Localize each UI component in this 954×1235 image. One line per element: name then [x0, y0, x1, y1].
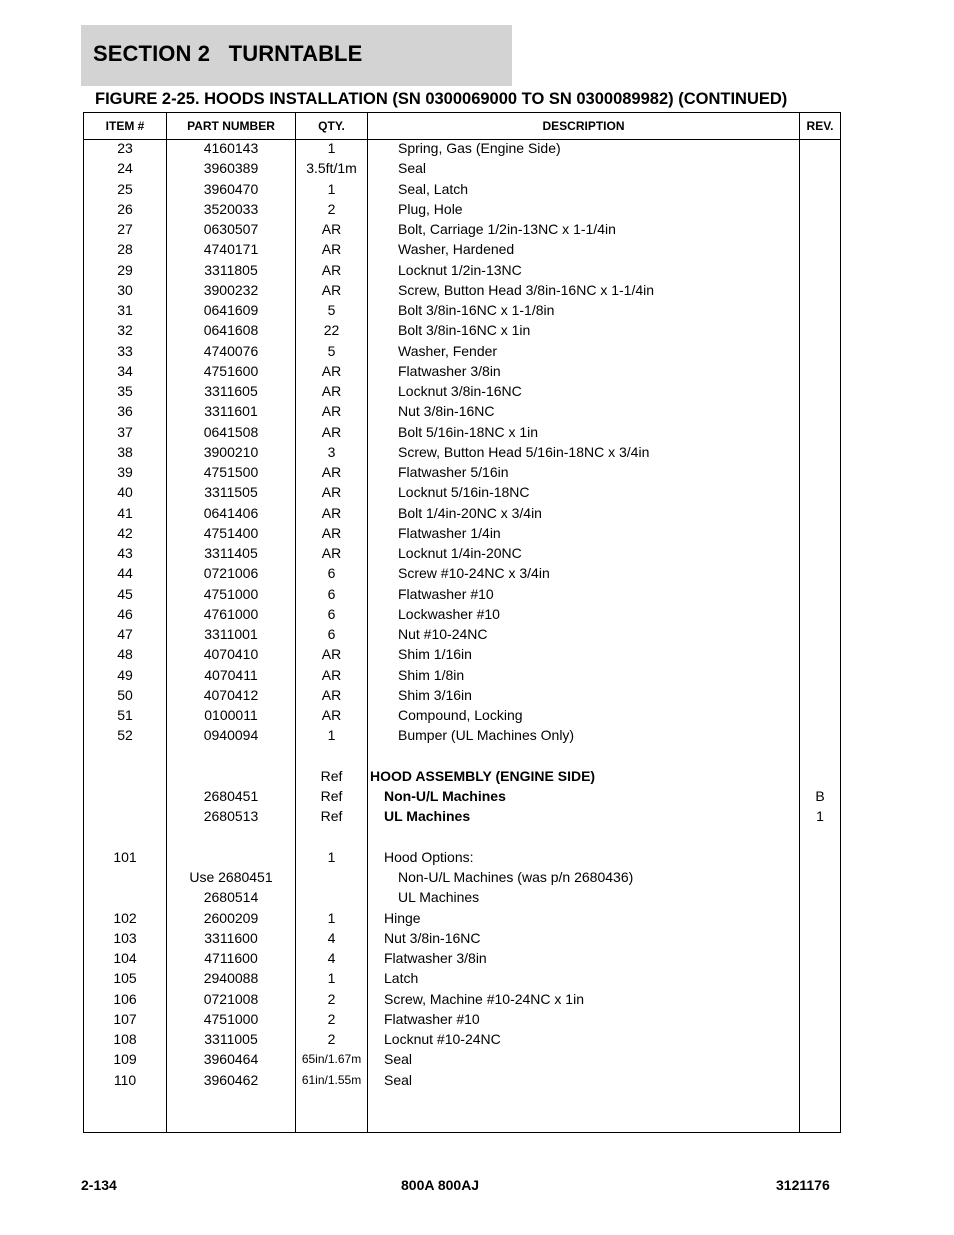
description: Bolt, Carriage 1/2in-13NC x 1-1/4in: [398, 221, 616, 237]
item-number: 30: [117, 281, 133, 298]
quantity: AR: [321, 545, 342, 561]
table-row: [84, 665, 840, 685]
quantity: Ref: [320, 788, 343, 804]
description: Locknut 3/8in-16NC: [398, 383, 522, 399]
quantity: 4: [327, 950, 336, 966]
part-number: 3311601: [204, 403, 258, 420]
table-row: [84, 219, 840, 239]
item-number: 103: [113, 929, 137, 946]
quantity: AR: [321, 423, 342, 440]
table-row: [84, 523, 840, 543]
quantity: AR: [321, 504, 342, 521]
item-number: 24: [117, 160, 133, 177]
table-row: [84, 462, 840, 482]
description: Locknut 1/2in-13NC: [398, 261, 522, 278]
description: Bolt 5/16in-18NC x 1in: [398, 423, 539, 440]
table-row: [84, 786, 840, 806]
part-number: 3311600: [204, 929, 258, 946]
part-number: 2680451: [203, 788, 259, 804]
part-number: 4751600: [203, 362, 259, 379]
quantity: AR: [321, 484, 342, 501]
item-number: 41: [117, 504, 133, 521]
description: Lockwasher #10: [398, 605, 500, 622]
quantity: AR: [321, 464, 342, 480]
description: Screw #10-24NC x 3/4in: [398, 565, 550, 582]
item-number: 38: [117, 443, 133, 460]
header-description: DESCRIPTION: [542, 119, 625, 133]
table-row: [84, 908, 840, 928]
description: Hinge: [384, 909, 421, 926]
description: Seal: [384, 1051, 413, 1068]
description: Non-U/L Machines: [384, 788, 506, 804]
quantity: 1: [327, 970, 336, 987]
model-name: 800A 800AJ: [401, 1177, 480, 1193]
header-item: ITEM #: [105, 119, 145, 133]
item-number: 102: [113, 909, 137, 926]
item-number: 105: [113, 970, 137, 987]
quantity: 5: [327, 342, 336, 359]
table-row: [84, 280, 840, 300]
part-number: 0721008: [203, 990, 259, 1007]
section-banner: [81, 25, 512, 86]
table-row: [84, 1009, 840, 1029]
part-number: 3520033: [203, 200, 259, 217]
part-number: 4751000: [203, 585, 259, 602]
description: Non-U/L Machines (was p/n 2680436): [398, 869, 634, 885]
part-number: 4070411: [204, 666, 258, 683]
description: Bumper (UL Machines Only): [398, 727, 575, 744]
quantity: 1: [327, 727, 336, 744]
part-number: 2940088: [203, 970, 259, 987]
part-number: 3311001: [204, 626, 258, 642]
part-number: 2680513: [203, 808, 259, 825]
description: Screw, Button Head 5/16in-18NC x 3/4in: [398, 443, 650, 460]
part-number: 0100011: [204, 707, 258, 723]
quantity: 4: [327, 929, 336, 946]
table-row: [84, 138, 840, 158]
description: Shim 1/8in: [398, 666, 465, 683]
part-number: 4761000: [203, 605, 259, 622]
quantity: 1: [327, 848, 336, 865]
description: Nut 3/8in-16NC: [384, 929, 481, 946]
table-row: [84, 584, 840, 604]
item-number: 39: [117, 464, 133, 480]
table-row: [84, 766, 840, 786]
item-number: 101: [113, 848, 137, 865]
table-row: [84, 604, 840, 624]
description: Flatwasher 1/4in: [398, 524, 501, 541]
description: Plug, Hole: [398, 200, 463, 217]
table-row: [84, 867, 840, 887]
header-qty: QTY.: [318, 119, 345, 133]
table-row: [84, 179, 840, 199]
item-number: 33: [117, 342, 133, 359]
description: Locknut #10-24NC: [384, 1031, 501, 1047]
quantity: 6: [327, 585, 336, 602]
item-number: 110: [113, 1071, 137, 1088]
item-number: 108: [113, 1031, 137, 1047]
item-number: 51: [117, 707, 133, 723]
table-row: [84, 806, 840, 826]
quantity: AR: [321, 281, 342, 298]
table-row: [84, 989, 840, 1009]
description: UL Machines: [384, 808, 471, 825]
description: Shim 3/16in: [398, 686, 472, 703]
table-row: [84, 948, 840, 968]
quantity: 6: [327, 605, 336, 622]
description: Locknut 5/16in-18NC: [398, 484, 530, 501]
item-number: 29: [117, 261, 133, 278]
table-row: [84, 887, 840, 907]
description: Seal, Latch: [398, 180, 469, 197]
part-number: 0641608: [203, 322, 259, 339]
quantity: AR: [321, 241, 342, 258]
description: Flatwasher 5/16in: [398, 464, 509, 480]
part-number: 2600209: [203, 909, 259, 926]
part-number: 3311805: [204, 261, 258, 278]
item-number: 43: [117, 545, 133, 561]
item-number: 36: [117, 403, 133, 420]
part-number: 3311605: [204, 383, 258, 399]
document-number: 3121176: [776, 1177, 830, 1193]
item-number: 26: [117, 200, 133, 217]
quantity: 2: [327, 200, 336, 217]
part-number: 0641609: [203, 302, 259, 318]
description: Hood Options:: [384, 848, 474, 865]
quantity: 65in/1.67m: [301, 1052, 362, 1067]
page-number: 2-134: [81, 1177, 117, 1193]
description: HOOD ASSEMBLY (ENGINE SIDE): [370, 767, 596, 784]
quantity: 1: [327, 180, 336, 197]
table-row: [84, 300, 840, 320]
header-part-number: PART NUMBER: [187, 119, 275, 133]
table-row: [84, 1049, 840, 1069]
part-number: 4160143: [203, 140, 259, 156]
quantity: AR: [321, 383, 342, 399]
item-number: 40: [117, 484, 133, 501]
table-row: [84, 1070, 840, 1090]
quantity: AR: [321, 666, 342, 683]
item-number: 32: [117, 322, 133, 339]
part-number: 3311005: [204, 1031, 258, 1047]
table-row: [84, 482, 840, 502]
item-number: 35: [117, 383, 133, 399]
quantity: 2: [327, 990, 336, 1007]
part-number: Use 2680451: [189, 869, 273, 885]
description: Locknut 1/4in-20NC: [398, 545, 522, 561]
item-number: 25: [117, 180, 133, 197]
revision: B: [815, 788, 825, 804]
item-number: 50: [117, 686, 133, 703]
part-number: 4751500: [203, 464, 259, 480]
description: Bolt 3/8in-16NC x 1-1/8in: [398, 302, 555, 318]
section-title: SECTION 2 TURNTABLE: [93, 41, 363, 66]
quantity: 1: [327, 140, 336, 156]
part-number: 2680514: [203, 889, 259, 906]
table-row: [84, 705, 840, 725]
table-row: [84, 725, 840, 745]
table-row: [84, 199, 840, 219]
item-number: 44: [117, 565, 133, 582]
item-number: 48: [117, 646, 133, 663]
description: Flatwasher #10: [384, 1010, 480, 1027]
part-number: 4070412: [203, 686, 259, 703]
quantity: Ref: [320, 767, 343, 784]
table-row: [84, 644, 840, 664]
description: Nut 3/8in-16NC: [398, 403, 495, 420]
quantity: 3: [327, 443, 336, 460]
description: Latch: [384, 970, 419, 987]
part-number: 4751400: [203, 524, 259, 541]
description: Nut #10-24NC: [398, 626, 488, 642]
item-number: 109: [113, 1051, 137, 1068]
description: Seal: [398, 160, 427, 177]
quantity: 5: [327, 302, 336, 318]
table-row: [84, 685, 840, 705]
part-number: 3960462: [203, 1071, 259, 1088]
item-number: 45: [117, 585, 133, 602]
table-row: [84, 543, 840, 563]
description: Bolt 3/8in-16NC x 1in: [398, 322, 531, 339]
quantity: AR: [321, 261, 342, 278]
item-number: 42: [117, 524, 133, 541]
item-number: 27: [117, 221, 133, 237]
part-number: 3960470: [203, 180, 259, 197]
item-number: 28: [117, 241, 133, 258]
table-row: [84, 361, 840, 381]
quantity: 6: [327, 565, 336, 582]
item-number: 37: [117, 423, 133, 440]
table-row: [84, 503, 840, 523]
quantity: AR: [321, 362, 342, 379]
quantity: 1: [327, 909, 336, 926]
description: Flatwasher #10: [398, 585, 494, 602]
part-number: 3900232: [203, 281, 259, 298]
item-number: 46: [117, 605, 133, 622]
table-row: [84, 422, 840, 442]
quantity: 61in/1.55m: [301, 1072, 362, 1087]
table-row: [84, 381, 840, 401]
part-number: 0641508: [203, 423, 259, 440]
part-number: 3900210: [203, 443, 259, 460]
item-number: 104: [113, 950, 137, 966]
description: Shim 1/16in: [398, 646, 472, 663]
quantity: Ref: [320, 808, 343, 825]
description: Bolt 1/4in-20NC x 3/4in: [398, 504, 542, 521]
quantity: AR: [321, 524, 342, 541]
part-number: 0641406: [203, 504, 259, 521]
description: Flatwasher 3/8in: [398, 362, 501, 379]
item-number: 107: [113, 1010, 137, 1027]
part-number: 0630507: [203, 221, 259, 237]
table-row: [84, 928, 840, 948]
part-number: 3311405: [204, 545, 258, 561]
table-row: [84, 1029, 840, 1049]
item-number: 52: [117, 727, 133, 744]
header-rev: REV.: [806, 119, 834, 133]
item-number: 23: [117, 140, 133, 156]
table-row: [84, 847, 840, 867]
part-number: 3311505: [204, 484, 258, 501]
part-number: 4740171: [203, 241, 259, 258]
quantity: AR: [321, 646, 342, 663]
table-row: [84, 442, 840, 462]
quantity: AR: [321, 221, 342, 237]
item-number: 31: [117, 302, 133, 318]
item-number: 106: [113, 990, 137, 1007]
part-number: 3960464: [203, 1051, 259, 1068]
description: Flatwasher 3/8in: [384, 950, 487, 966]
part-number: 4740076: [203, 342, 259, 359]
table-row: [84, 341, 840, 361]
table-row: [84, 239, 840, 259]
part-number: 0721006: [203, 565, 259, 582]
table-row: [84, 563, 840, 583]
item-number: 49: [117, 666, 133, 683]
description: UL Machines: [398, 889, 480, 906]
description: Washer, Fender: [398, 342, 498, 359]
item-number: 47: [117, 626, 133, 642]
quantity: 2: [327, 1010, 336, 1027]
item-number: 34: [117, 362, 133, 379]
revision: 1: [816, 808, 824, 825]
quantity: 3.5ft/1m: [306, 160, 357, 177]
table-row: [84, 624, 840, 644]
table-row: [84, 320, 840, 340]
table-row: [84, 401, 840, 421]
quantity: 22: [323, 322, 340, 339]
description: Spring, Gas (Engine Side): [398, 140, 561, 156]
table-row: [84, 260, 840, 280]
quantity: 6: [327, 626, 336, 642]
table-row: [84, 158, 840, 178]
quantity: 2: [327, 1031, 336, 1047]
quantity: AR: [321, 686, 342, 703]
description: Screw, Machine #10-24NC x 1in: [384, 990, 584, 1007]
quantity: AR: [321, 403, 342, 420]
part-number: 4751000: [203, 1010, 259, 1027]
description: Compound, Locking: [398, 707, 523, 723]
description: Screw, Button Head 3/8in-16NC x 1-1/4in: [398, 281, 655, 298]
description: Seal: [384, 1071, 413, 1088]
part-number: 4070410: [203, 646, 259, 663]
parts-table: [83, 112, 841, 1133]
figure-title: FIGURE 2-25. HOODS INSTALLATION (SN 0300069000 TO SN 0300089982) (CONTINUED): [95, 90, 788, 108]
part-number: 0940094: [203, 727, 259, 744]
description: Washer, Hardened: [398, 241, 515, 258]
quantity: AR: [321, 707, 342, 723]
table-row: [84, 968, 840, 988]
part-number: 3960389: [203, 160, 259, 177]
part-number: 4711600: [204, 950, 258, 966]
